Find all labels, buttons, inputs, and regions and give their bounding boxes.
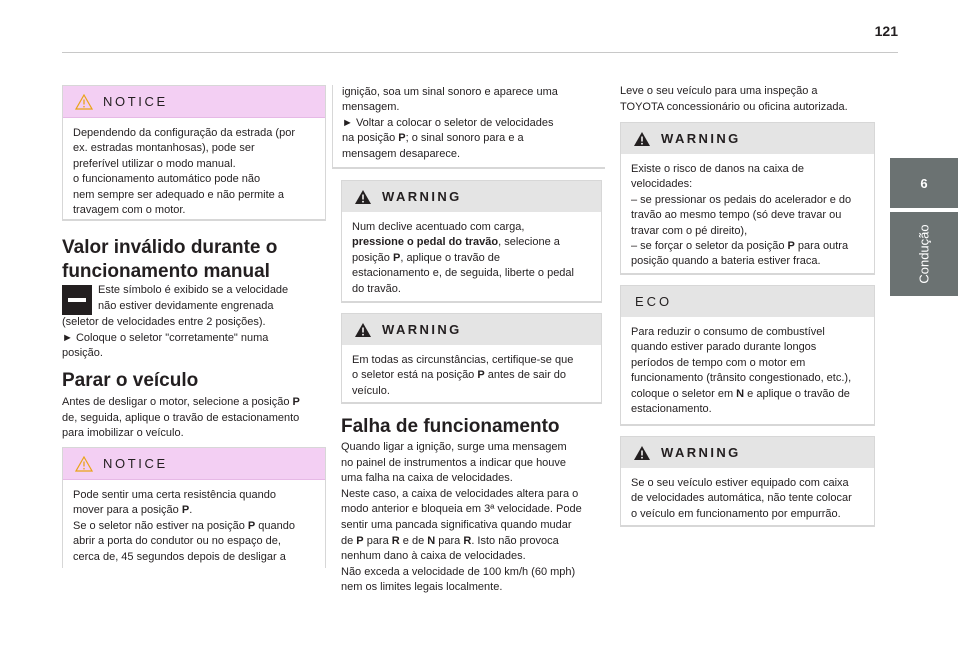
text-run-bold: N	[736, 387, 745, 400]
warning-text	[342, 212, 601, 305]
text-line: nem sempre ser adequado e não permite a	[73, 188, 284, 201]
text-run-bold: P	[398, 132, 406, 145]
text-line	[73, 503, 315, 518]
stop-vehicle-text	[62, 395, 332, 442]
text-line: estacionamento.	[631, 403, 712, 416]
invalid-gear-symbol-icon	[62, 285, 92, 315]
text-line: do travão.	[352, 282, 401, 295]
text-line: – se pressionar os pedais do acelerador e do	[631, 193, 852, 206]
chapter-tab-label-text: Condução	[916, 224, 932, 284]
text-line: Não exceda a velocidade de 100 km/h (60 mph)	[341, 565, 576, 578]
text-run-bold: P	[181, 504, 190, 517]
text-line: estacionamento e, de seguida, liberte o pedal	[352, 267, 574, 280]
text-line: TOYOTA concessionário ou oficina autorizada.	[620, 100, 848, 113]
warning-header	[621, 123, 874, 154]
eco-box	[620, 285, 875, 426]
notice-text	[63, 118, 325, 226]
text-run: , aplique o travão de	[400, 251, 501, 264]
text-run: e de	[399, 534, 428, 547]
malfunction-text	[341, 440, 613, 596]
text-line: Em todas as circunstâncias, certifique-se que	[352, 354, 574, 366]
text-line: Se o seu veículo estiver equipado com caixa	[631, 477, 849, 489]
text-line: travão ao mesmo tempo (só deve travar ou	[631, 209, 842, 222]
text-line: nem os limites legais localmente.	[341, 581, 503, 594]
text-line: ex. estradas montanhosas), pode ser	[73, 142, 255, 155]
text-line: ► Coloque o seletor "corretamente" numa	[62, 331, 269, 344]
text-line: no painel de instrumentos a indicar que houve	[341, 456, 567, 469]
text-line: de, seguida, aplique o travão de estacionamento	[62, 411, 300, 424]
warning-box-2	[341, 313, 602, 404]
text-line: veículo.	[352, 384, 390, 397]
text-run-bold: pressione o pedal do travão	[352, 236, 499, 249]
text-run: de	[341, 534, 357, 547]
text-line: cerca de, 45 segundos depois de desligar a	[73, 550, 286, 563]
text-line: períodos de tempo com o motor em	[631, 356, 806, 369]
page-number: 121	[874, 23, 898, 39]
text-run: na posição	[342, 132, 399, 145]
text-line	[341, 534, 613, 550]
text-line: posição quando a bateria estiver fraca.	[631, 255, 821, 268]
caution-triangle-icon	[75, 94, 93, 110]
text-line: quando estiver parado durante longos	[631, 341, 817, 354]
warning-title: WARNING	[661, 131, 741, 146]
notice-continuation	[332, 85, 605, 169]
text-line: Este símbolo é exibido se a velocidade	[98, 284, 289, 296]
text-line	[352, 368, 591, 383]
text-line: Existe o risco de danos na caixa de	[631, 163, 805, 175]
text-line: o veículo em funcionamento por empurrão.	[631, 507, 841, 520]
heading-line: Valor inválido durante o	[62, 237, 278, 258]
text-run: antes de sair do	[484, 369, 567, 382]
section-heading-stop-vehicle: Parar o veículo	[62, 370, 199, 391]
text-line: uma falha na caixa de velocidades.	[341, 472, 513, 485]
text-run-bold: P	[247, 519, 256, 532]
text-line	[352, 235, 591, 250]
text-line: velocidades:	[631, 178, 693, 191]
warning-title: WARNING	[382, 322, 462, 337]
text-line: para imobilizar o veículo.	[62, 427, 184, 440]
text-run: mover para a posição	[73, 504, 182, 517]
text-run: , selecione a	[498, 236, 560, 249]
text-run: coloque o seletor em	[631, 387, 737, 400]
text-run-bold: R	[463, 534, 472, 547]
text-line	[73, 519, 315, 534]
heading-line: funcionamento manual	[62, 261, 270, 282]
text-line	[352, 251, 591, 266]
warning-text	[342, 345, 601, 407]
top-rule	[62, 52, 898, 53]
notice-title: NOTICE	[103, 456, 168, 471]
warning-header	[342, 314, 601, 345]
text-line: funcionamento (trânsito congestionado, etc.),	[631, 372, 852, 385]
text-line: Leve o seu veículo para uma inspeção a	[620, 85, 818, 97]
text-line: mensagem desaparece.	[342, 147, 461, 160]
eco-title: ECO	[635, 294, 673, 309]
text-run: Se o seletor não estiver na posição	[73, 519, 248, 532]
text-line: ignição, soa um sinal sonoro e aparece uma	[342, 86, 558, 98]
text-line: Neste caso, a caixa de velocidades altera para o	[341, 487, 579, 500]
warning-triangle-icon	[354, 189, 372, 205]
eco-text	[621, 317, 874, 425]
text-line: não estiver devidamente engrenada	[98, 299, 274, 312]
warning-text	[621, 154, 874, 278]
text-line	[631, 239, 864, 254]
notice-title: NOTICE	[103, 94, 168, 109]
notice-box-2	[62, 447, 326, 568]
notice-header	[63, 86, 325, 118]
text-line: modo anterior e bloqueia em 3ª velocidade. Pode	[341, 503, 582, 516]
caution-triangle-icon	[75, 456, 93, 472]
text-line	[631, 387, 864, 402]
text-run-bold: P	[477, 369, 485, 382]
text-line: mensagem.	[342, 101, 400, 114]
text-run-bold: R	[391, 534, 400, 547]
warning-title: WARNING	[661, 445, 741, 460]
text-line: abrir a porta do condutor ou no espaço de,	[73, 535, 281, 548]
text-line	[62, 395, 332, 411]
text-line: travagem com o motor.	[73, 204, 186, 217]
text-line: preferível utilizar o modo manual.	[73, 157, 236, 170]
inspection-text	[620, 84, 880, 115]
text-line: posição.	[62, 347, 103, 360]
warning-triangle-icon	[633, 445, 651, 461]
text-run-bold: P	[356, 534, 364, 547]
text-run: para outra	[794, 240, 849, 253]
notice-box-1	[62, 85, 326, 221]
section-heading-malfunction: Falha de funcionamento	[341, 416, 560, 437]
text-run: Antes de desligar o motor, selecione a posição	[62, 396, 293, 408]
text-run: para	[363, 534, 392, 547]
chapter-tab-label[interactable]	[890, 212, 958, 296]
text-line: Pode sentir uma certa resistência quando	[73, 489, 277, 501]
text-line: ► Voltar a colocar o seletor de velocidades	[342, 116, 554, 129]
invalid-value-text	[62, 283, 332, 362]
text-line: Num declive acentuado com carga,	[352, 221, 525, 233]
text-line: Dependendo da configuração da estrada (por	[73, 127, 295, 139]
text-line: de velocidades automática, não tente colocar	[631, 492, 852, 505]
text-run: e aplique o travão de	[744, 387, 850, 400]
text-run: para	[435, 534, 464, 547]
warning-text	[621, 468, 874, 530]
notice-text	[333, 85, 605, 162]
warning-triangle-icon	[633, 131, 651, 147]
warning-triangle-icon	[354, 322, 372, 338]
text-run: ; o sinal sonoro para e a	[405, 132, 524, 145]
text-line: travar com o pé direito),	[631, 224, 748, 237]
notice-text	[63, 480, 325, 573]
warning-title: WARNING	[382, 189, 462, 204]
text-run: . Isto não provoca	[471, 534, 559, 547]
section-heading-invalid-value	[62, 236, 332, 284]
warning-box-3	[620, 122, 875, 275]
text-run: – se forçar o seletor da posição	[631, 240, 788, 253]
text-run-bold: N	[427, 534, 436, 547]
text-run-bold: P	[787, 240, 795, 253]
text-run: o seletor está na posição	[352, 369, 478, 382]
warning-header	[621, 437, 874, 468]
text-line: nenhum dano à caixa de velocidades.	[341, 550, 526, 563]
text-line: Quando ligar a ignição, surge uma mensagem	[341, 441, 567, 453]
text-line	[342, 131, 597, 146]
text-line: Para reduzir o consumo de combustível	[631, 326, 825, 338]
warning-header	[342, 181, 601, 212]
text-line: o funcionamento automático pode não	[73, 173, 261, 186]
notice-header	[63, 448, 325, 480]
warning-box-1	[341, 180, 602, 303]
text-line: (seletor de velocidades entre 2 posições).	[62, 316, 266, 328]
chapter-tab-number[interactable]: 6	[890, 158, 958, 208]
text-run: quando	[255, 519, 295, 532]
warning-box-4	[620, 436, 875, 527]
text-line: sentir uma pancada significativa quando mudar	[341, 518, 572, 531]
text-run: .	[189, 504, 193, 517]
eco-header	[621, 286, 874, 317]
text-run-bold: P	[292, 396, 300, 408]
text-run: posição	[352, 251, 393, 264]
text-run-bold: P	[392, 251, 401, 264]
